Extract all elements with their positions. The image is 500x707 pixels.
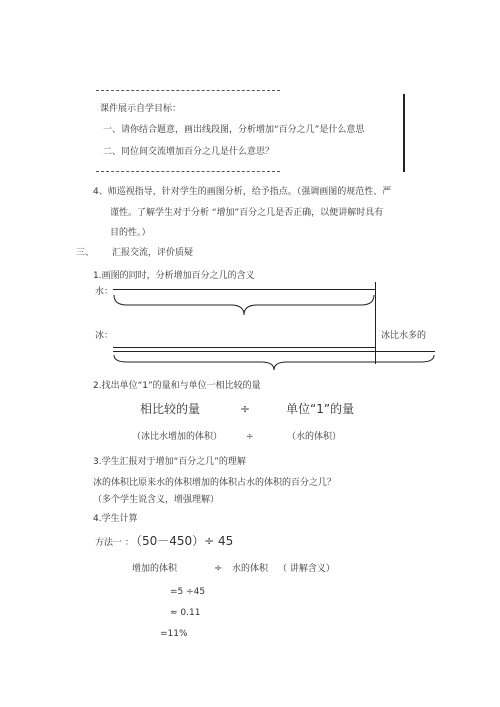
unit-one-quantity: 单位“1”的量: [286, 402, 355, 416]
goals-heading: 课件展示自学目标：: [100, 104, 182, 114]
division-sign-1: ÷: [240, 402, 251, 416]
goals-box-top-border: [96, 90, 280, 91]
division-sign-2: ÷: [246, 432, 254, 442]
step4-line-1: 4、师巡视指导，针对学生的画图分析，给予指点。（强调画图的规范性、严: [93, 187, 392, 197]
difference-annotation: 冰比水多的: [381, 331, 427, 341]
goals-box-right-border: [403, 94, 405, 172]
unit-one-note: （水的体积）: [287, 432, 342, 442]
goals-item-2: 二、同位间交流增加百分之几是什么意思？: [103, 147, 275, 157]
section-3-title: 汇报交流，评价质疑: [112, 248, 194, 258]
ice-segment: [113, 347, 375, 348]
step4-line-3: 目的性。）: [110, 228, 151, 238]
goals-box-bottom-border: [96, 171, 280, 172]
calc-step-1: =5 ÷45: [170, 587, 206, 597]
calc-step-2: ≈ 0.11: [170, 608, 201, 618]
water-segment: [113, 289, 375, 290]
step4-line-2: 谨性。了解学生对于分析 “增加”百分之几是否正确，以便讲解时具有: [110, 208, 384, 218]
compared-quantity: 相比较的量: [140, 402, 201, 416]
section-3-number: 三、: [76, 248, 95, 258]
water-brace: [113, 293, 375, 319]
ice-label: 冰：: [95, 331, 114, 341]
point-3-line-2: （多个学生说含义，增强理解）: [93, 495, 220, 505]
increase-volume-word: 增加的体积: [132, 564, 178, 574]
word-division-sign: ÷: [214, 563, 223, 574]
method-one-formula: （50－450）÷ 45: [130, 534, 234, 548]
point-4-title: 4.学生计算: [93, 514, 138, 524]
calc-step-3: =11%: [160, 629, 188, 639]
point-3-line-1: 冰的体积比原来水的体积增加的体积占水的体积的百分之几？: [93, 478, 337, 488]
ice-brace: [113, 354, 435, 372]
point-1-title: 1.画图的同时，分析增加百分之几的含义: [93, 271, 255, 281]
water-volume-word: 水的体积: [232, 564, 269, 574]
water-label: 水：: [95, 287, 114, 297]
explain-meaning-note: （ 讲解含义）: [278, 564, 335, 574]
goals-item-1: 一、请你结合题意，画出线段图，分析增加“百分之几”是什么意思: [103, 125, 365, 135]
point-3-title: 3.学生汇报对于增加“百分之几”的理解: [93, 457, 246, 467]
ice-segment-extended: [113, 351, 435, 352]
compared-quantity-note: （冰比水增加的体积）: [132, 432, 223, 442]
method-one-label: 方法一 ：: [95, 538, 134, 548]
point-2-title: 2.找出单位“1”的量和与单位一相比较的量: [93, 381, 261, 391]
